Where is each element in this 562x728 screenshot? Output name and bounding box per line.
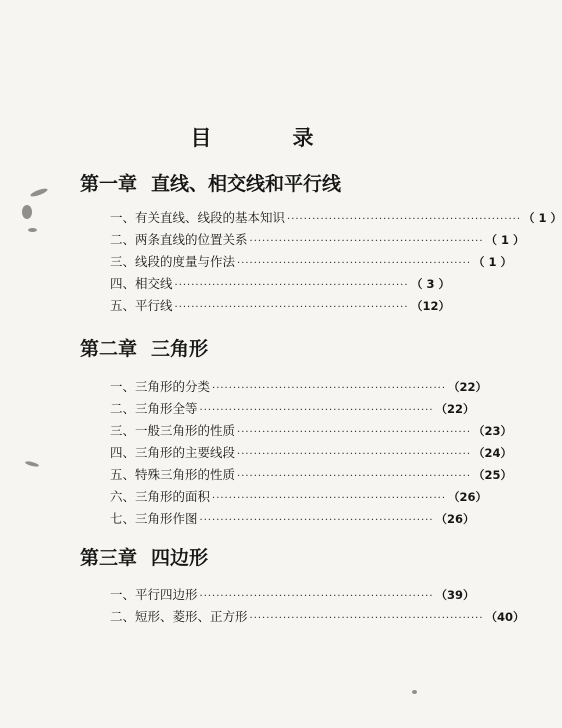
entry-page: （40） [485,610,525,624]
entry-page: （ 1 ） [485,233,525,247]
leader-dots: ························································ [199,515,434,526]
entry-label: 三、一般三角形的性质 [110,423,236,438]
chapter-name: 三角形 [151,338,209,360]
entry-page: （39） [435,588,475,602]
chapter-entries [110,584,525,628]
chapter-title [80,171,460,197]
leader-dots: ························································ [212,383,447,394]
scan-smudge [25,460,40,467]
entry-label: 四、相交线 [110,276,173,291]
entry-page: （26） [448,490,488,504]
entry-label: 七、三角形作图 [110,511,198,526]
entry-page: （ 3 ） [410,277,450,291]
leader-dots: ························································ [237,427,472,438]
entry-page: （24） [473,446,513,460]
entry-label: 五、平行线 [110,298,173,313]
entry-page: （22） [448,380,488,394]
entry-label: 六、三角形的面积 [110,489,211,504]
leader-dots: ························································ [249,236,484,247]
page-title: 目 录 [190,126,344,150]
scan-smudge [30,187,49,198]
chapter-3 [80,545,525,628]
chapter-title [80,545,460,571]
leader-dots: ························································ [174,302,409,313]
chapter-entries [110,207,562,317]
entry-label: 一、有关直线、线段的基本知识 [110,210,286,225]
leader-dots: ························································ [249,613,484,624]
chapter-number: 第三章 [80,547,138,569]
chapter-entries [110,376,513,530]
toc-entry[interactable] [110,295,450,317]
chapter-title [80,336,460,362]
entry-label: 一、三角形的分类 [110,379,211,394]
entry-label: 二、两条直线的位置关系 [110,232,248,247]
toc-entry[interactable] [110,584,475,606]
scan-smudge [28,228,37,232]
leader-dots: ························································ [199,591,434,602]
toc-entry[interactable] [110,251,513,273]
leader-dots: ························································ [237,471,472,482]
toc-entry[interactable] [110,508,475,530]
chapter-2 [80,336,513,530]
leader-dots: ························································ [237,449,472,460]
entry-page: （ 1 ） [473,255,513,269]
toc-entry[interactable] [110,606,525,628]
chapter-number: 第二章 [80,338,138,360]
entry-page: （26） [435,512,475,526]
toc-entry[interactable] [110,486,488,508]
entry-label: 二、三角形全等 [110,401,198,416]
chapter-1 [80,171,562,317]
scan-smudge [412,690,417,694]
entry-page: （ 1 ） [523,211,562,225]
leader-dots: ························································ [212,493,447,504]
toc-entry[interactable] [110,376,488,398]
chapter-name: 直线、相交线和平行线 [151,173,342,195]
toc-entry[interactable] [110,207,562,229]
entry-page: （23） [473,424,513,438]
entry-page: （12） [410,299,450,313]
toc-entry[interactable] [110,398,475,420]
toc-entry[interactable] [110,420,513,442]
toc-entry[interactable] [110,442,513,464]
entry-label: 二、短形、菱形、正方形 [110,609,248,624]
toc-entry[interactable] [110,229,525,251]
entry-label: 三、线段的度量与作法 [110,254,236,269]
leader-dots: ························································ [174,280,409,291]
leader-dots: ························································ [237,258,472,269]
entry-page: （22） [435,402,475,416]
toc-entry[interactable] [110,273,450,295]
scan-smudge [22,205,32,219]
toc-entry[interactable] [110,464,513,486]
leader-dots: ························································ [199,405,434,416]
entry-label: 四、三角形的主要线段 [110,445,236,460]
entry-label: 一、平行四边形 [110,587,198,602]
chapter-name: 四边形 [151,547,209,569]
entry-page: （25） [473,468,513,482]
leader-dots: ························································ [287,214,522,225]
chapter-number: 第一章 [80,173,138,195]
entry-label: 五、特殊三角形的性质 [110,467,236,482]
